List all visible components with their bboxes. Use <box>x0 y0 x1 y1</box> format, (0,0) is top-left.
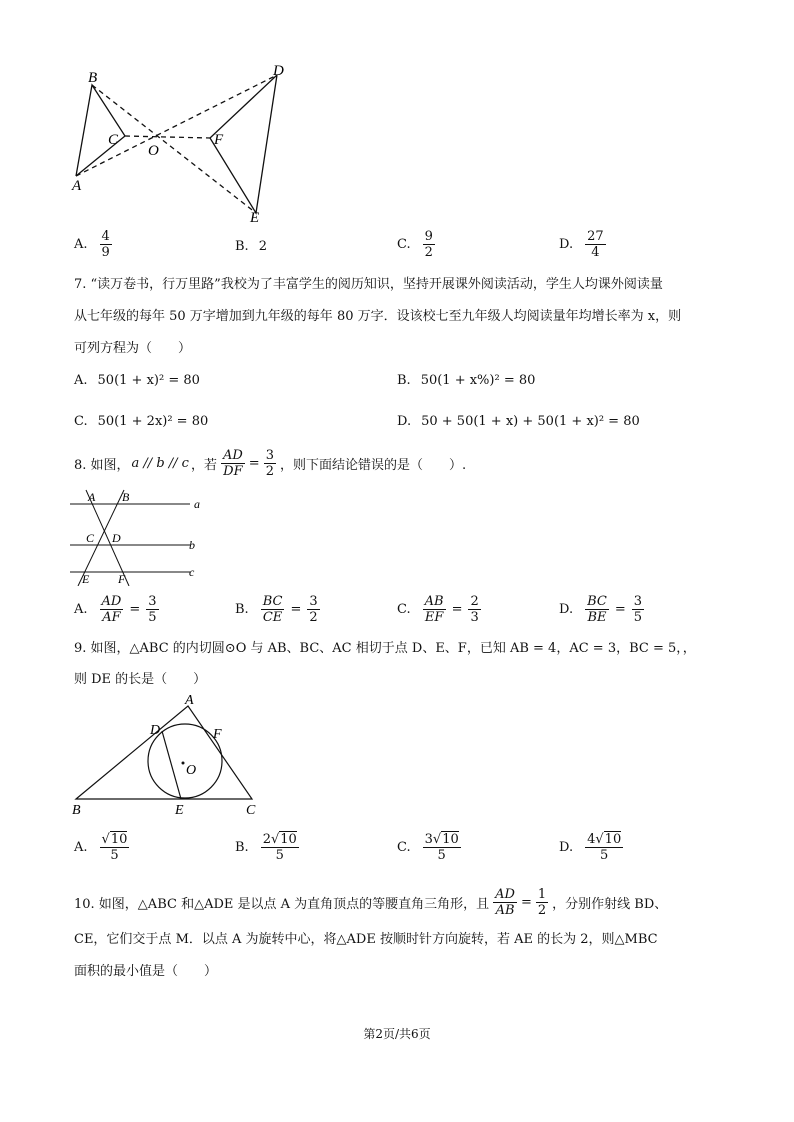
q6-figure <box>70 60 300 230</box>
label-a: a <box>194 497 200 511</box>
q10-line1: 10. 如图，△ABC 和△ADE 是以点 A 为直角顶点的等腰直角三角形，且 $\frac{AD}{AB}$ = $\frac{1}{2}$ ，分别作射线 BD、 <box>74 887 668 918</box>
label-B: B <box>122 490 130 504</box>
q8-option-b: B. $\frac{BC}{CE}$ = $\frac{3}{2}$ <box>235 594 318 625</box>
label-C: C <box>246 803 256 818</box>
label-D: D <box>150 723 161 738</box>
label-F: F <box>213 727 222 742</box>
label-O: O <box>148 143 159 159</box>
q8-figure <box>66 486 216 586</box>
q6-option-a: A. $\frac{4}{9}$ <box>74 229 110 260</box>
label-B: B <box>72 803 81 818</box>
q7-line3: 可列方程为（ ） <box>74 341 192 356</box>
page-footer: 第2页/共6页 <box>363 1027 431 1041</box>
q9-option-c: C. $\frac{3√10}{5}$ <box>397 832 459 863</box>
label-B: B <box>88 70 98 86</box>
q10-line3: 面积的最小值是（ ） <box>74 964 218 979</box>
label-A: A <box>72 178 82 194</box>
q8-option-c: C. $\frac{AB}{EF}$ = $\frac{2}{3}$ <box>397 594 479 625</box>
q9-figure <box>66 694 276 820</box>
label-C: C <box>86 531 95 545</box>
q9-option-b: B. $\frac{2√10}{5}$ <box>235 832 297 863</box>
q9-option-a: A. $\frac{√10}{5}$ <box>74 832 128 863</box>
q10-line2: CE，它们交于点 M．以点 A 为旋转中心，将△ADE 按顺时针方向旋转，若 AE 的长为 2，则△MBC <box>74 932 658 947</box>
q8-stem: 8. 如图， a // b // c ，若 $\frac{AD}{DF}$ = $\frac{3}{2}$ ，则下面结论错误的是（ ）. <box>74 448 467 479</box>
label-D: D <box>112 531 121 545</box>
q7-option-c: C. 50(1 + 2x)² = 80 <box>74 414 209 429</box>
label-E: E <box>250 210 260 226</box>
q6-option-c: C. $\frac{9}{2}$ <box>397 229 433 260</box>
label-A: A <box>185 694 194 708</box>
label-D: D <box>273 63 284 79</box>
label-A: A <box>88 490 96 504</box>
label-O: O <box>186 763 197 778</box>
q9-option-d: D. $\frac{4√10}{5}$ <box>559 832 622 863</box>
q9-line2: 则 DE 的长是（ ） <box>74 672 207 687</box>
q7-option-a: A. 50(1 + x)² = 80 <box>74 373 200 388</box>
label-b: b <box>189 538 195 552</box>
label-C: C <box>108 132 119 148</box>
label-c: c <box>189 565 195 579</box>
label-E: E <box>175 803 184 818</box>
label-F: F <box>118 572 126 586</box>
q8-option-a: A. $\frac{AD}{AF}$ = $\frac{3}{5}$ <box>74 594 157 625</box>
q7-option-b: B. 50(1 + x%)² = 80 <box>397 373 536 388</box>
q7-line1: 7. “读万卷书，行万里路”我校为了丰富学生的阅历知识，坚持开展课外阅读活动，学生人均课外阅读量 <box>74 277 663 292</box>
q6-option-d: D. $\frac{27}{4}$ <box>559 229 604 260</box>
q9-line1: 9. 如图，△ABC 的内切圆⊙O 与 AB、BC、AC 相切于点 D、E、F，已知 AB = 4，AC = 3，BC = 5，， <box>74 641 696 656</box>
q7-line2: 从七年级的每年 50 万字增加到九年级的每年 80 万字．设该校七至九年级人均阅读量年均增长率为 x，则 <box>74 309 682 324</box>
label-F: F <box>214 132 224 148</box>
q8-option-d: D. $\frac{BC}{BE}$ = $\frac{3}{5}$ <box>559 594 643 625</box>
q6-option-b: B. 2 <box>235 239 267 254</box>
label-E: E <box>82 572 90 586</box>
q7-option-d: D. 50 + 50(1 + x) + 50(1 + x)² = 80 <box>397 414 640 429</box>
